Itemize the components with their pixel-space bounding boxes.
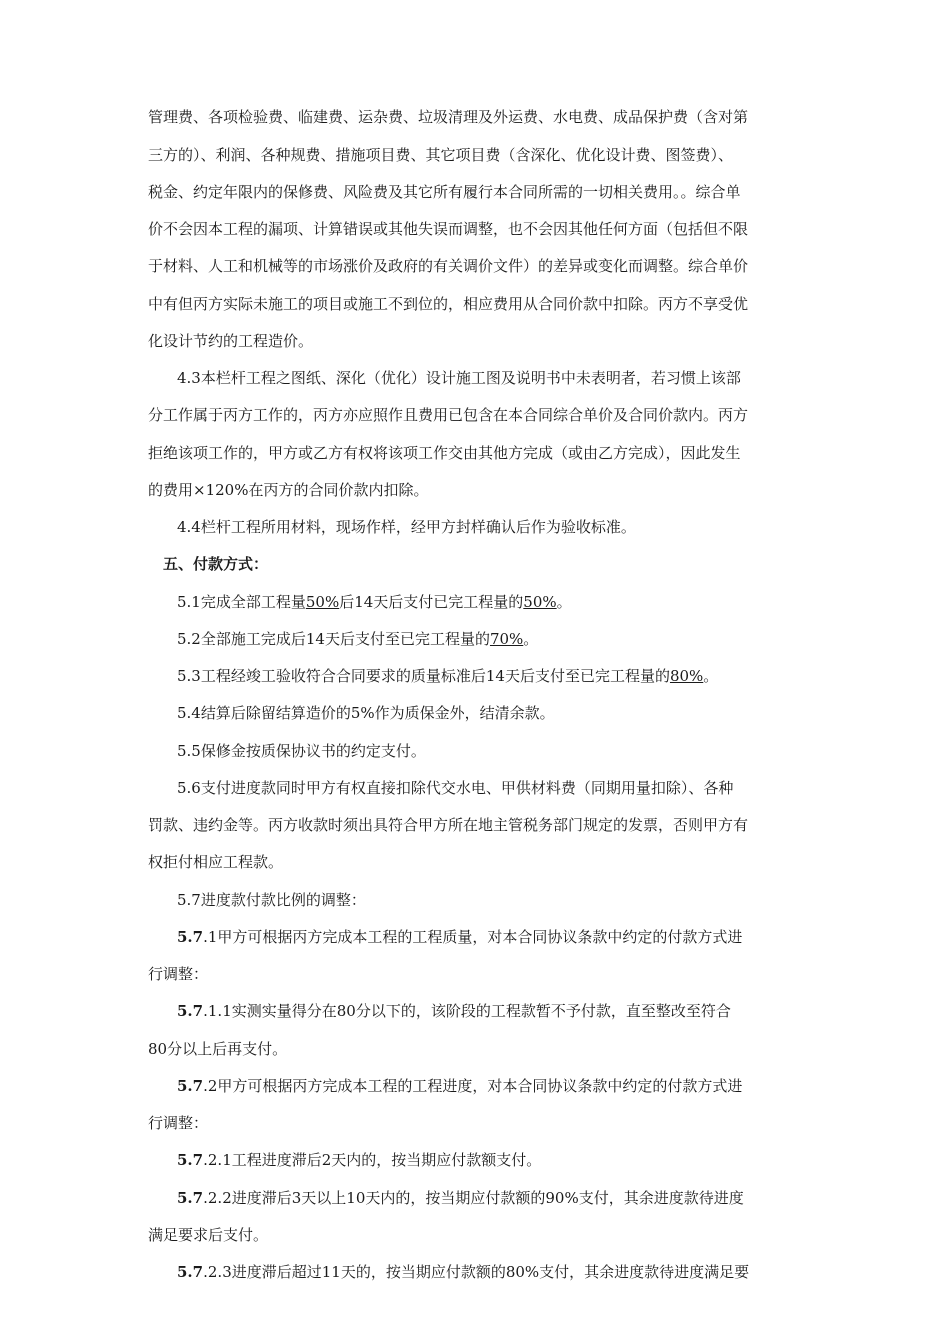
text-span: 5.1完成全部工程量 bbox=[177, 593, 306, 611]
underlined-value: 50% bbox=[523, 593, 557, 611]
text-line: 权拒付相应工程款。 bbox=[148, 853, 284, 871]
text-line: 5.5保修金按质保协议书的约定支付。 bbox=[177, 742, 426, 760]
text-line: 税金、约定年限内的保修费、风险费及其它所有履行本合同所需的一切相关费用。。综合单 bbox=[148, 183, 741, 201]
text-line bbox=[177, 1001, 731, 1021]
clause-number: 5.7 bbox=[177, 1189, 204, 1207]
text-line: 价不会因本工程的漏项、计算错误或其他失误而调整，也不会因其他任何方面（包括但不限 bbox=[148, 220, 749, 238]
text-line bbox=[177, 1150, 541, 1170]
underlined-value: 70% bbox=[489, 630, 524, 648]
text-line: 行调整： bbox=[148, 1114, 209, 1132]
text-line bbox=[177, 629, 538, 649]
text-line: 5.6支付进度款同时甲方有权直接扣除代交水电、甲供材料费（同期用量扣除）、各种 bbox=[177, 779, 734, 797]
text-span: 后14天后支付已完工程量的 bbox=[339, 593, 524, 611]
text-span: 。 bbox=[556, 593, 572, 611]
text-line: 满足要求后支付。 bbox=[148, 1226, 269, 1244]
underlined-value: 50% bbox=[305, 593, 340, 611]
text-line bbox=[177, 592, 572, 612]
text-line bbox=[177, 666, 718, 686]
text-line: 管理费、各项检验费、临建费、运杂费、垃圾清理及外运费、水电费、成品保护费（含对第 bbox=[148, 108, 749, 126]
clause-number: 5.7 bbox=[177, 1077, 204, 1095]
underlined-value: 80% bbox=[669, 667, 704, 685]
text-line: 罚款、违约金等。丙方收款时须出具符合甲方所在地主管税务部门规定的发票，否则甲方有 bbox=[148, 816, 749, 834]
clause-number: 5.7 bbox=[177, 928, 204, 946]
text-line: 分工作属于丙方工作的，丙方亦应照作且费用已包含在本合同综合单价及合同价款内。丙方 bbox=[148, 406, 749, 424]
text-line: 拒绝该项工作的，甲方或乙方有权将该项工作交由其他方完成（或由乙方完成），因此发生 bbox=[148, 444, 741, 462]
text-line bbox=[177, 927, 742, 947]
clause-number: 5.7 bbox=[177, 1002, 204, 1020]
text-line bbox=[177, 1076, 742, 1096]
clause-number: 5.7 bbox=[177, 1263, 204, 1281]
section-heading: 五、付款方式： bbox=[163, 555, 269, 573]
text-span: 。 bbox=[523, 630, 539, 648]
text-line: 化设计节约的工程造价。 bbox=[148, 332, 314, 350]
text-span: .2.2进度滞后3天以上10天内的，按当期应付款额的90%支付，其余进度款待进度 bbox=[203, 1189, 744, 1207]
text-span: 。 bbox=[703, 667, 719, 685]
text-line: 于材料、人工和机械等的市场涨价及政府的有关调价文件）的差异或变化而调整。综合单价 bbox=[148, 257, 749, 275]
text-line: 5.4结算后除留结算造价的5%作为质保金外，结清余款。 bbox=[177, 704, 555, 722]
text-span: .1甲方可根据丙方完成本工程的工程质量，对本合同协议条款中约定的付款方式进 bbox=[203, 928, 743, 946]
text-line: 4.3本栏杆工程之图纸、深化（优化）设计施工图及说明书中未表明者，若习惯上该部 bbox=[177, 369, 741, 387]
text-line bbox=[177, 1262, 749, 1282]
text-span: .2.3进度滞后超过11天的，按当期应付款额的80%支付，其余进度款待进度满足要 bbox=[203, 1263, 750, 1281]
text-line: 4.4栏杆工程所用材料，现场作样，经甲方封样确认后作为验收标准。 bbox=[177, 518, 636, 536]
text-span: .1.1实测实量得分在80分以下的，该阶段的工程款暂不予付款，直至整改至符合 bbox=[203, 1002, 731, 1020]
text-line: 中有但丙方实际未施工的项目或施工不到位的，相应费用从合同价款中扣除。丙方不享受优 bbox=[148, 295, 749, 313]
text-span: 5.3工程经竣工验收符合合同要求的质量标准后14天后支付至已完工程量的 bbox=[177, 667, 670, 685]
text-span: .2.1工程进度滞后2天内的，按当期应付款额支付。 bbox=[203, 1151, 542, 1169]
clause-number: 5.7 bbox=[177, 1151, 204, 1169]
text-line: 三方的）、利润、各种规费、措施项目费、其它项目费（含深化、优化设计费、图签费）、 bbox=[148, 146, 734, 164]
text-line: 80分以上后再支付。 bbox=[148, 1040, 288, 1058]
text-line bbox=[177, 1188, 744, 1208]
text-line: 5.7进度款付款比例的调整： bbox=[177, 891, 366, 909]
text-span: .2甲方可根据丙方完成本工程的工程进度，对本合同协议条款中约定的付款方式进 bbox=[203, 1077, 743, 1095]
text-line: 行调整： bbox=[148, 965, 209, 983]
text-span: 5.2全部施工完成后14天后支付至已完工程量的 bbox=[177, 630, 490, 648]
text-line: 的费用×120%在丙方的合同价款内扣除。 bbox=[148, 481, 429, 499]
